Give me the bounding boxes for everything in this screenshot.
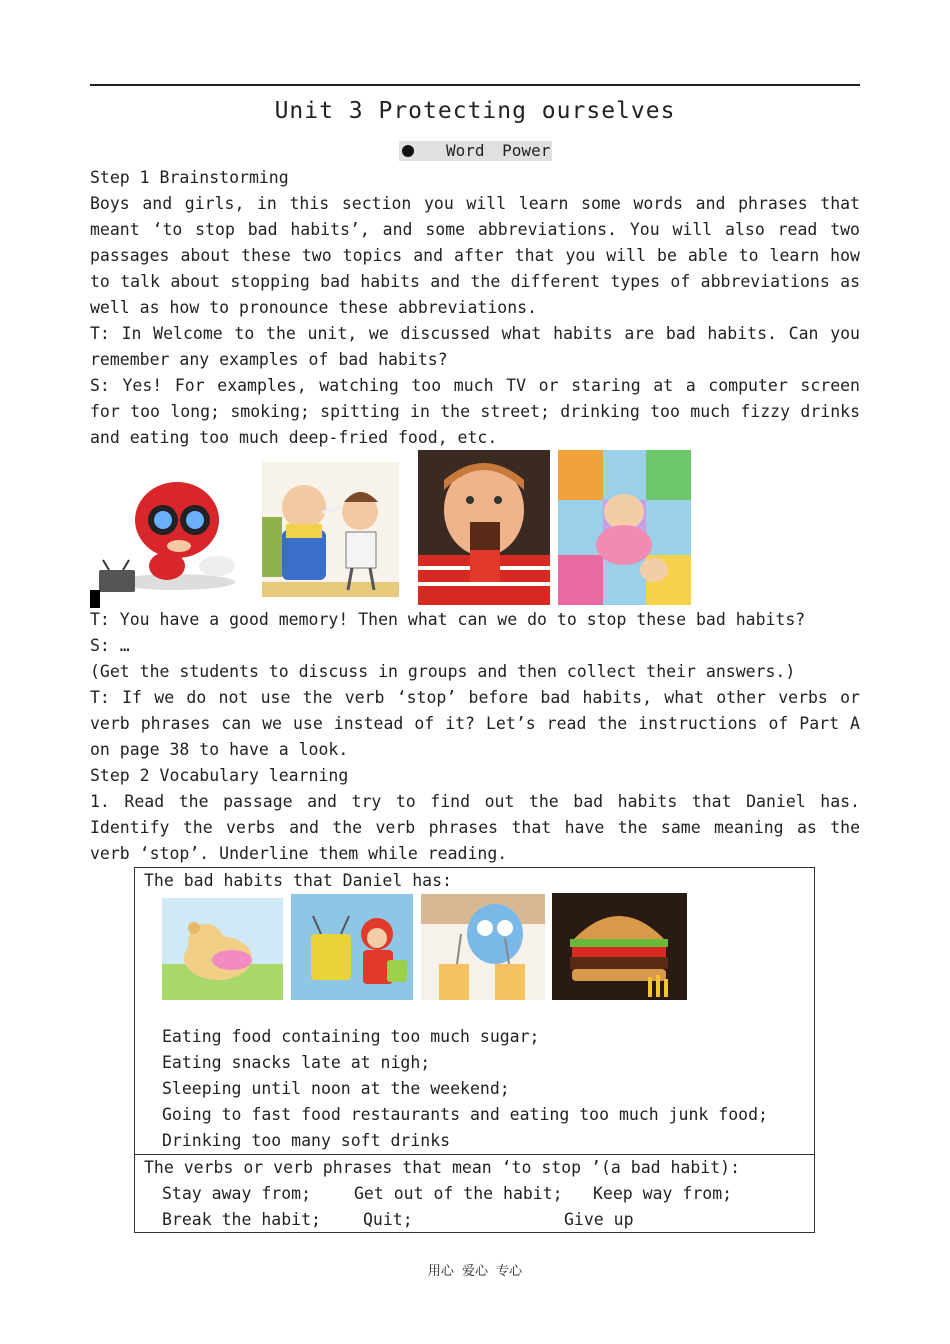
student-answer-1: S: Yes! For examples, watching too much TV or staring at a computer screen for too long; smoking; spitting in the street; drinking too much fizzy drinks and eating too much deep-fried food, etc. (90, 376, 860, 447)
bad-habits-box (134, 867, 815, 1155)
page-title: Unit 3 Protecting ourselves (274, 98, 676, 124)
group-discussion-note: (Get the students to discuss in groups and then collect their answers.) (90, 662, 796, 681)
image-soft-drinks (421, 894, 545, 1000)
step1-heading: Step 1 Brainstorming (90, 168, 289, 187)
habit-item: Sleeping until noon at the weekend; (162, 1079, 510, 1098)
image-hamburger (552, 893, 687, 1000)
bullet-icon (402, 145, 414, 157)
image-snacks-late-night (291, 894, 413, 1000)
verb-phrase: Keep way from; (593, 1184, 733, 1203)
verb-phrases-box (134, 1154, 815, 1233)
habit-item: Eating snacks late at nigh; (162, 1053, 431, 1072)
image-baby-on-mat (558, 450, 691, 605)
image-boy-eating-chocolate (418, 450, 550, 605)
step2-instruction: 1. Read the passage and try to find out the bad habits that Daniel has. Identify the verbs and the verb phrases that have the same meaning as the verb ‘stop’. Underline them while reading. (90, 792, 860, 863)
habit-item: Going to fast food restaurants and eating too much junk food; (162, 1105, 768, 1124)
verb-phrase: Break the habit; (162, 1210, 321, 1229)
student-answer-2: S: … (90, 636, 130, 655)
verb-phrases-heading: The verbs or verb phrases that mean ‘to stop ’(a bad habit): (144, 1158, 741, 1177)
image-cartoon-watching-tv (95, 470, 245, 595)
habit-item: Eating food containing too much sugar; (162, 1027, 540, 1046)
page-footer: 用心 爱心 专心 (427, 1264, 523, 1279)
image-sleeping-bear (162, 898, 283, 1000)
step2-heading: Step 2 Vocabulary learning (90, 766, 349, 785)
section-tag-label: Word Power (446, 141, 551, 160)
teacher-question-1: T: In Welcome to the unit, we discussed what habits are bad habits. Can you remember any examples of bad habits? (90, 324, 860, 369)
top-rule (90, 84, 860, 86)
dialogue-section (90, 607, 860, 867)
verb-phrase: Stay away from; (162, 1184, 312, 1203)
image-cartoon-smoking (262, 462, 399, 597)
text-cursor (90, 590, 100, 608)
section-tag (399, 141, 552, 161)
step1-intro: Boys and girls, in this section you will learn some words and phrases that meant ‘to stop bad habits’, and some abbreviations. You will also read two passages about these two topics and after that you will be able to learn how to talk about stopping bad habits and the different types of abbreviations as well as how to pronounce these abbreviations. (90, 194, 860, 317)
verb-phrase: Get out of the habit; (354, 1184, 563, 1203)
step1-section (90, 165, 860, 451)
teacher-question-2: T: You have a good memory! Then what can we do to stop these bad habits? (90, 610, 806, 629)
habit-item: Drinking too many soft drinks (162, 1131, 451, 1150)
bad-habits-heading: The bad habits that Daniel has: (144, 871, 452, 890)
teacher-question-3: T: If we do not use the verb ‘stop’ before bad habits, what other verbs or verb phrases can we use instead of it? Let’s read the instructions of Part A on page 38 to have a look. (90, 688, 860, 759)
verb-phrase: Give up (564, 1210, 634, 1229)
verb-phrase: Quit; (363, 1210, 413, 1229)
